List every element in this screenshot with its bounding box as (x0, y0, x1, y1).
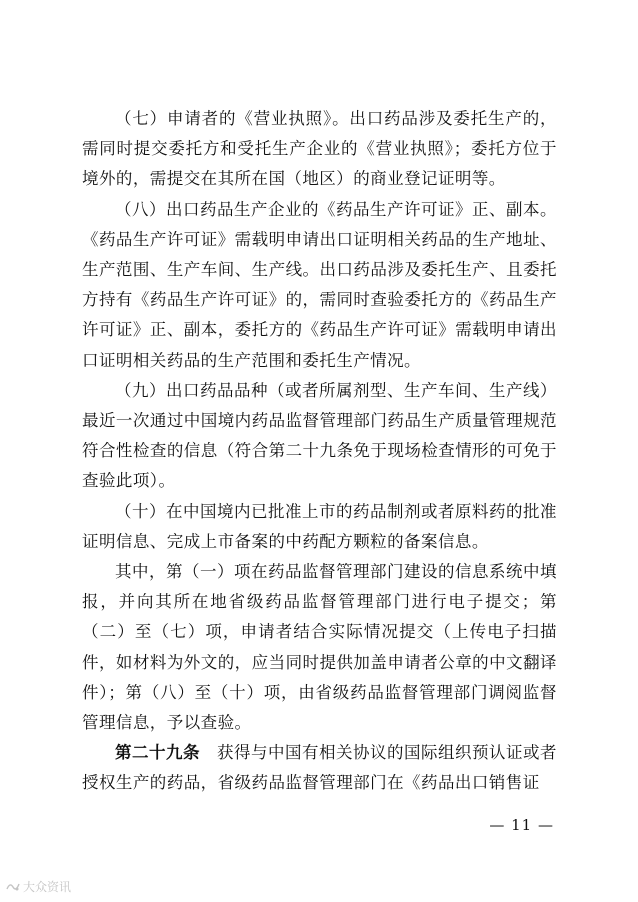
article-body: 获得与中国有相关协议的国际组织预认证或者授权生产的药品，省级药品监督管理部门在《药品出口销售证 (82, 743, 558, 793)
watermark-logo-icon (6, 881, 20, 892)
paragraph-item-10: （十）在中国境内已批准上市的药品制剂或者原料药的批准证明信息、完成上市备案的中药配方颗粒的备案信息。 (82, 501, 557, 551)
paragraph-item-9: （九）出口药品品种（或者所属剂型、生产车间、生产线）最近一次通过中国境内药品监督管理部门药品生产质量管理规范符合性检查的信息（符合第二十九条免于现场检查情形的可免于查验此项）。 (82, 380, 557, 491)
watermark-text: 大众资讯 (23, 880, 72, 894)
paragraph-item-7: （七）申请者的《营业执照》。出口药品涉及委托生产的，需同时提交委托方和受托生产企业的《营业执照》；委托方位于境外的，需提交在其所在国（地区）的商业登记证明等。 (82, 109, 557, 189)
article-29-paragraph (82, 738, 557, 798)
paragraph-summary: 其中，第（一）项在药品监督管理部门建设的信息系统中填报，并向其所在地省级药品监督管理部门进行电子提交；第（二）至（七）项，申请者结合实际情况提交（上传电子扫描件，如材料为外文的，应当同时提供加盖申请者公章的中文翻译件）；第（八）至（十）项，由省级药品监督管理部门调阅监督管理信息，予以查验。 (82, 562, 557, 733)
document-body (82, 104, 557, 799)
page-number: — 11 — (489, 816, 554, 834)
paragraph-item-8: （八）出口药品生产企业的《药品生产许可证》正、副本。《药品生产许可证》需载明申请出口证明相关药品的生产地址、生产范围、生产车间、生产线。出口药品涉及委托生产、且委托方持有《药品生产许可证》的，需同时查验委托方的《药品生产许可证》正、副本，委托方的《药品生产许可证》需载明申请出口证明相关药品的生产范围和委托生产情况。 (82, 199, 557, 370)
watermark (6, 878, 71, 895)
article-heading: 第二十九条 (115, 743, 201, 763)
